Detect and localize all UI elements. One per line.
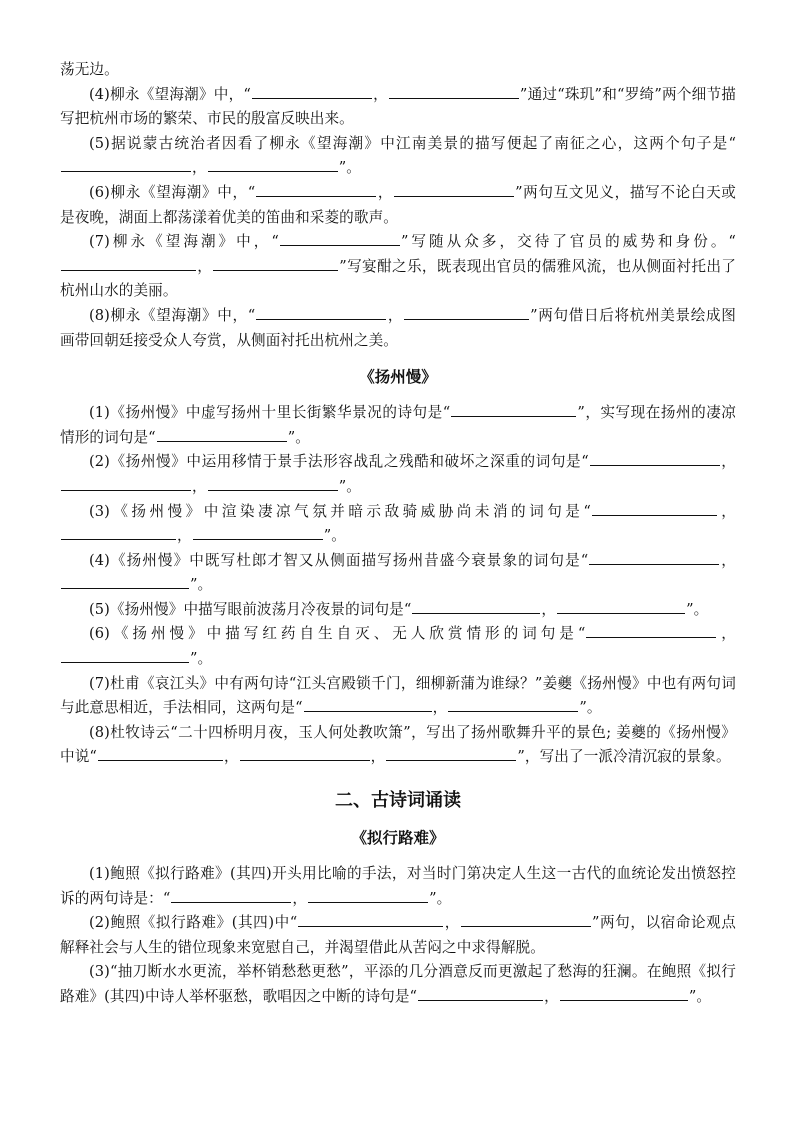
answer-blank[interactable] (98, 746, 223, 761)
answer-blank[interactable] (298, 912, 443, 927)
nixinglunan-heading: 《拟行路难》 (351, 829, 445, 848)
question-yzm-8: (8)杜牧诗云“二十四桥明月夜，玉人何处教吹箫”，写出了扬州歌舞升平的景色; 姜夔的《扬州慢》中说“ ， ， ”，写出了一派冷清沉寂的景象。 (60, 723, 736, 766)
answer-blank[interactable] (61, 574, 189, 589)
question-whc-5: (5)据说蒙古统治者因看了柳永《望海潮》中江南美景的描写便起了南征之心，这两个句子是“， ”。 (60, 132, 736, 181)
answer-blank[interactable] (448, 697, 578, 712)
answer-blank[interactable] (61, 648, 189, 663)
answer-blank[interactable] (557, 599, 685, 614)
answer-blank[interactable] (208, 157, 338, 172)
answer-blank[interactable] (304, 697, 432, 712)
question-nxln-3: (3)“抽刀断水水更流，举杯销愁愁更愁”，平添的几分酒意反而更激起了愁海的狂澜。在鲍照《拟行路难》(其四)中诗人举杯驱愁，歌唱因之中断的诗句是“ ， ”。 (60, 963, 736, 1005)
answer-blank[interactable] (208, 476, 338, 491)
answer-blank[interactable] (592, 501, 717, 516)
question-yzm-6: (6)《扬州慢》中描写红药自生自灭、无人欣赏情形的词句是“ ，”。 (60, 622, 736, 671)
answer-blank[interactable] (61, 256, 196, 271)
question-whc-7: (7)柳永《望海潮》中，“ ”写随从众多，交待了官员的威势和身份。“， ”写宴酣之乐，既表现出官员的儒雅风流，也从侧面衬托出了杭州山水的美丽。 (60, 233, 736, 300)
answer-blank[interactable] (61, 476, 191, 491)
intro-tail: 荡无边。 (60, 61, 119, 78)
answer-blank[interactable] (389, 84, 519, 99)
document-page (60, 58, 736, 1010)
answer-blank[interactable] (308, 888, 428, 903)
answer-blank[interactable] (461, 912, 591, 927)
answer-blank[interactable] (560, 986, 688, 1001)
answer-blank[interactable] (386, 746, 516, 761)
question-yzm-5: (5)《扬州慢》中描写眼前波荡月冷夜景的词句是“ ， ”。 (89, 600, 709, 618)
answer-blank[interactable] (213, 256, 338, 271)
answer-blank[interactable] (256, 182, 376, 197)
answer-blank[interactable] (412, 599, 540, 614)
question-whc-4: (4)柳永《望海潮》中，“ ， ”通过“珠玑”和“罗绮”两个细节描写把杭州市场的繁荣、市民的殷富反映出来。 (60, 85, 736, 128)
answer-blank[interactable] (280, 231, 400, 246)
question-yzm-2: (2)《扬州慢》中运用移情于景手法形容战乱之残酷和破坏之深重的词句是“ ，， ”。 (60, 450, 736, 499)
yangzhouman-heading: 《扬州慢》 (359, 368, 437, 387)
question-nxln-1: (1)鲍照《拟行路难》(其四)开头用比喻的手法，对当时门第决定人生这一古代的血统论发出愤怒控诉的两句诗是：“ ， ”。 (60, 865, 736, 907)
answer-blank[interactable] (589, 550, 719, 565)
answer-blank[interactable] (61, 157, 191, 172)
answer-blank[interactable] (256, 305, 386, 320)
answer-blank[interactable] (404, 305, 529, 320)
section-heading: 二、古诗词诵读 (335, 790, 461, 812)
question-yzm-1: (1)《扬州慢》中虚写扬州十里长街繁华景况的诗句是“ ”，实写现在扬州的凄凉情形的词句是“ ”。 (60, 404, 736, 446)
question-nxln-2: (2)鲍照《拟行路难》(其四)中“ ， ”两句，以宿命论观点解释社会与人生的错位现象来宽慰自己，并渴望借此从苦闷之中求得解脱。 (60, 914, 736, 956)
answer-blank[interactable] (590, 451, 720, 466)
answer-blank[interactable] (418, 986, 543, 1001)
answer-blank[interactable] (586, 623, 716, 638)
answer-blank[interactable] (193, 525, 323, 540)
question-whc-8: (8)柳永《望海潮》中，“ ， ”两句借日后将杭州美景绘成图画带回朝廷接受众人夸赏，从侧面衬托出杭州之美。 (60, 306, 736, 349)
answer-blank[interactable] (240, 746, 370, 761)
question-yzm-3: (3)《扬州慢》中渲染凄凉气氛并暗示敌骑威胁尚未消的词句是“ ，， ”。 (60, 500, 736, 549)
question-yzm-7: (7)杜甫《哀江头》中有两句诗“江头宫殿锁千门，细柳新蒲为谁绿？”姜夔《扬州慢》中也有两句词与此意思相近，手法相同，这两句是“ ， ”。 (60, 674, 736, 717)
answer-blank[interactable] (61, 525, 176, 540)
answer-blank[interactable] (252, 84, 372, 99)
answer-blank[interactable] (451, 402, 576, 417)
question-yzm-4: (4)《扬州慢》中既写杜郎才智又从侧面描写扬州昔盛今衰景象的词句是“ ，”。 (60, 549, 736, 598)
answer-blank[interactable] (394, 182, 514, 197)
answer-blank[interactable] (157, 427, 287, 442)
question-whc-6: (6)柳永《望海潮》中，“ ， ”两句互文见义，描写不论白天或是夜晚，湖面上都荡漾着优美的笛曲和采菱的歌声。 (60, 183, 737, 226)
answer-blank[interactable] (171, 888, 291, 903)
